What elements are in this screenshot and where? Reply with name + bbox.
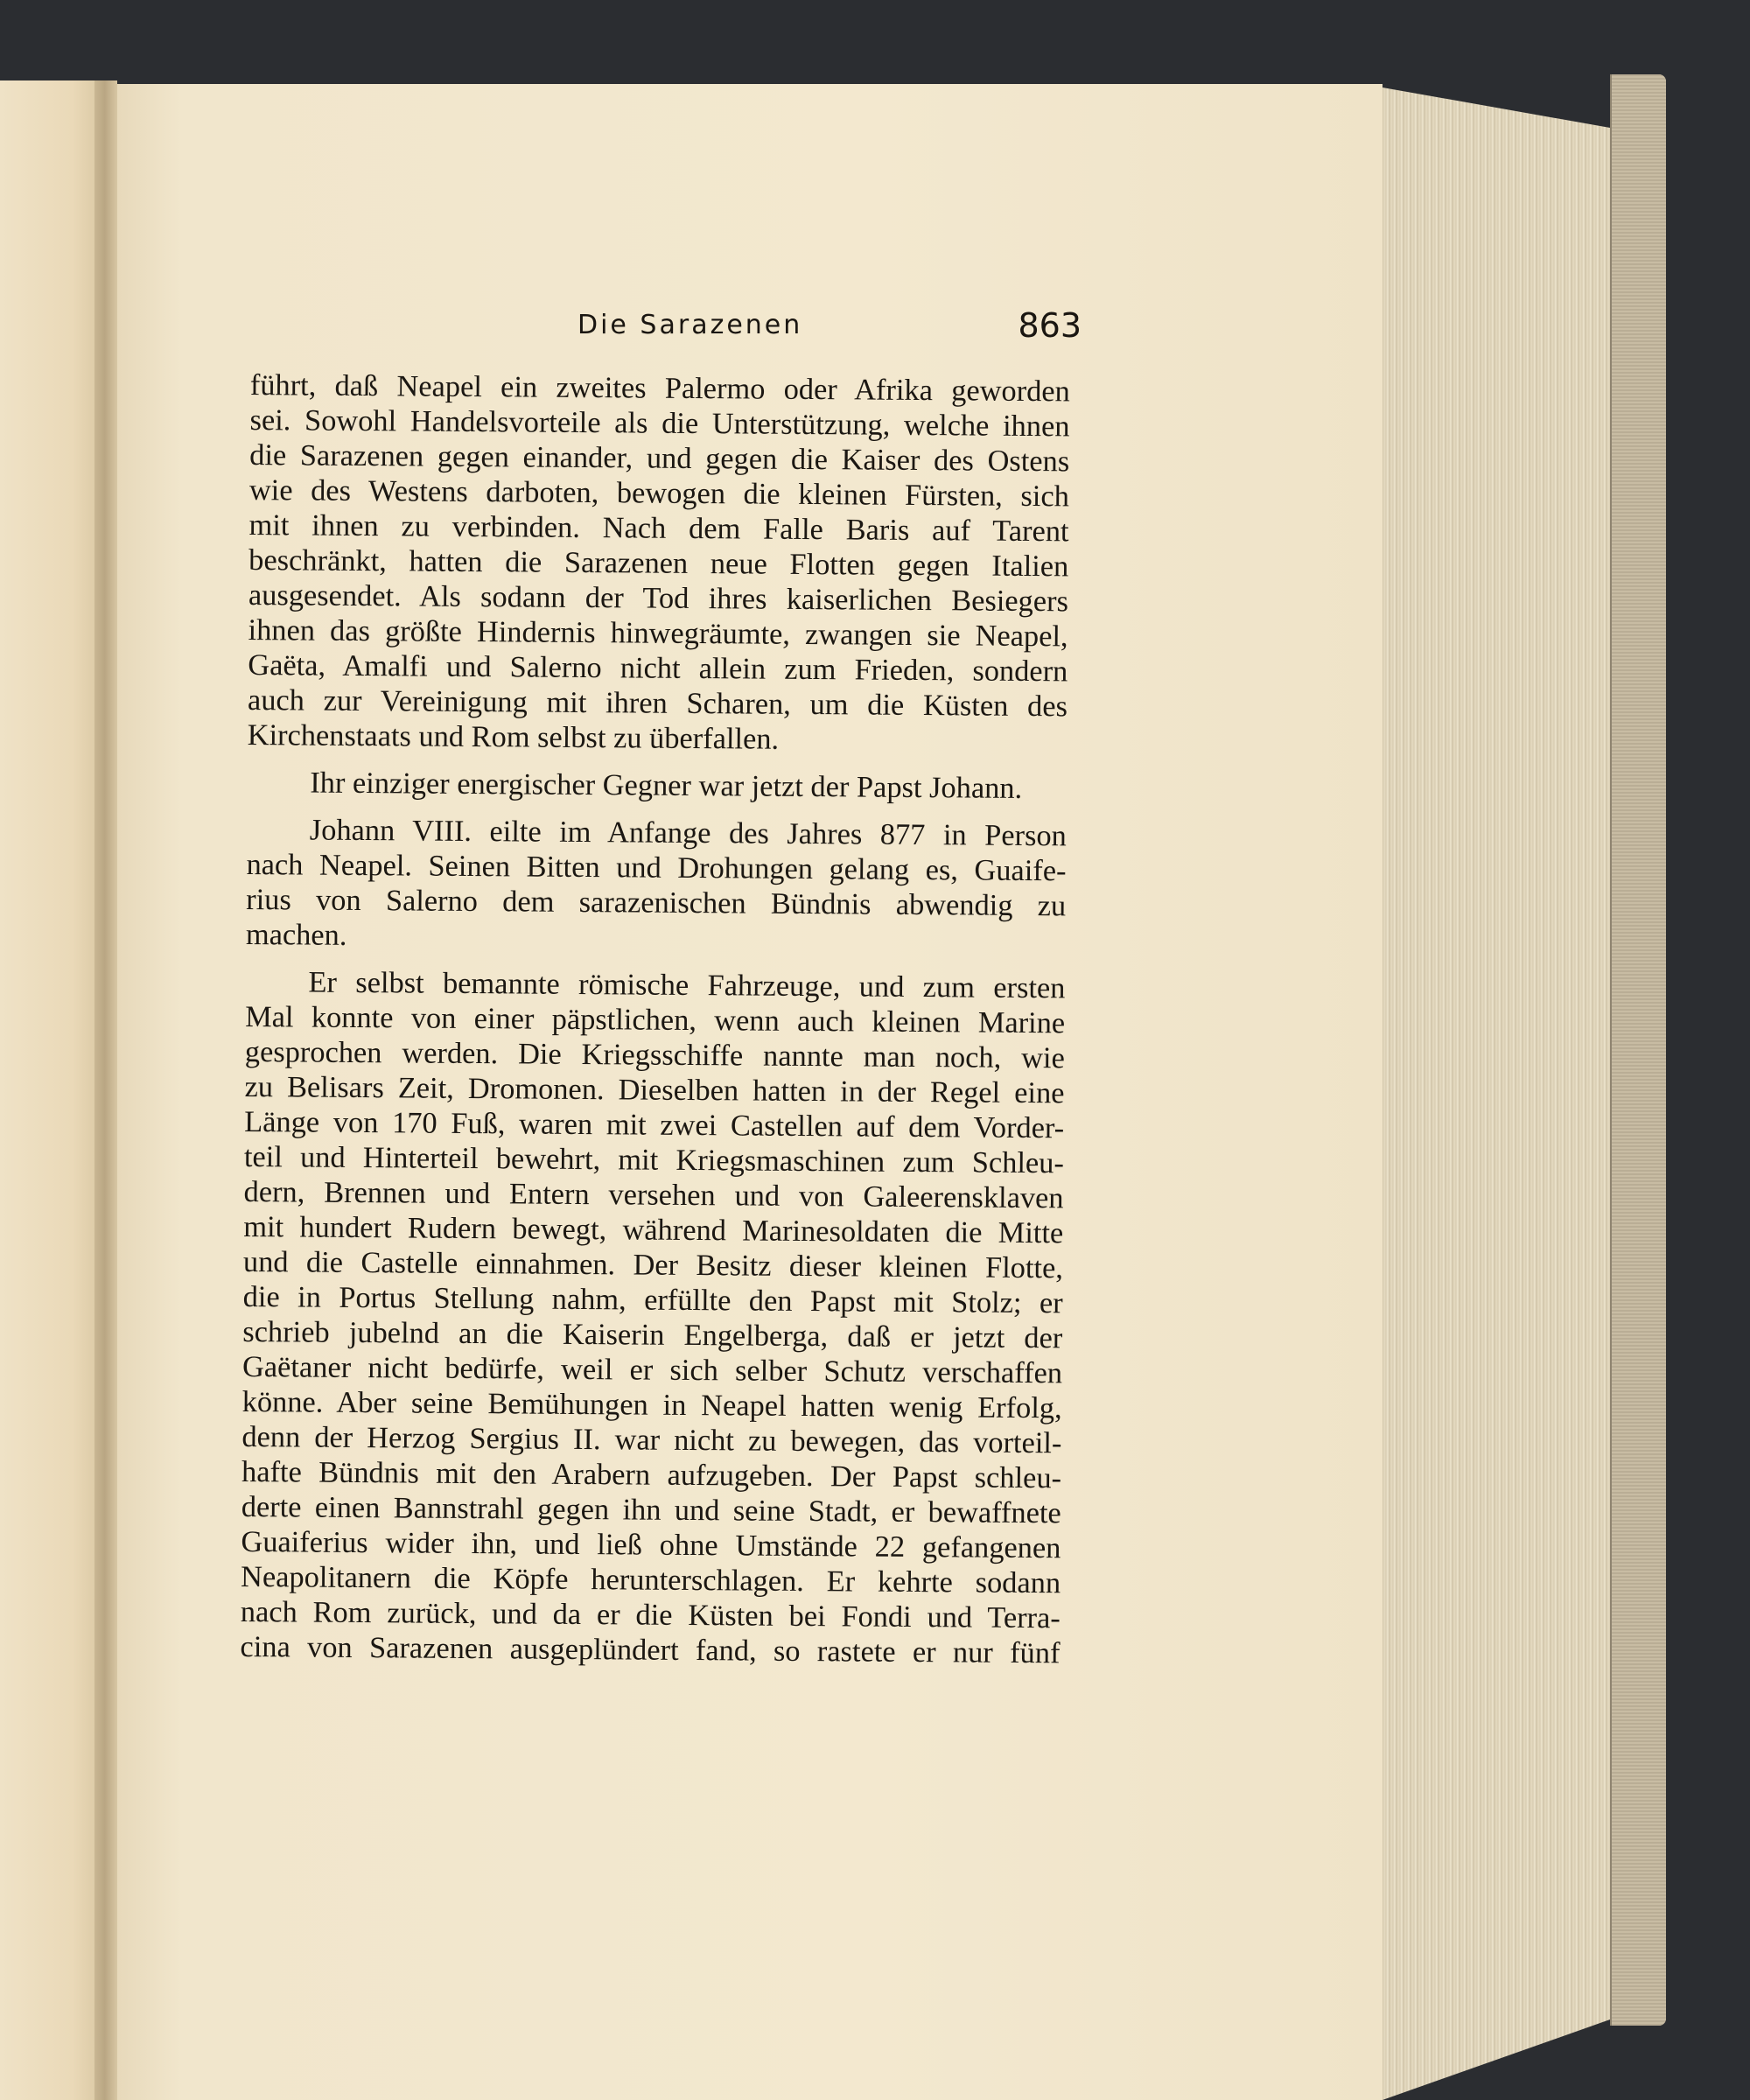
paragraph-4 <box>240 964 1065 1670</box>
text-line: Ihr einziger energischer Gegner war jetzt der Papst Johann. <box>310 766 1023 805</box>
text-line: ausgesendet. Als sodann der Tod ihres kaiserlichen Besiegers <box>248 578 1069 619</box>
body-text <box>240 368 1070 1670</box>
text-line: schrieb jubelnd an die Kaiserin Engelberga, daß er jetzt der <box>242 1314 1063 1355</box>
text-line: zu Belisars Zeit, Dromonen. Dieselben hatten in der Regel eine <box>244 1069 1065 1110</box>
paragraph-2 <box>247 765 1067 806</box>
paragraph-1 <box>248 368 1070 759</box>
text-line: derte einen Bannstrahl gegen ihn und seine Stadt, er bewaffnete <box>241 1489 1061 1530</box>
text-line: nach Neapel. Seinen Bitten und Drohungen gelang es, Guaife- <box>246 847 1067 888</box>
text-line: Neapolitanern die Köpfe herunterschlagen. Er kehrte sodann <box>240 1559 1061 1600</box>
text-line: auch zur Vereinigung mit ihren Scharen, um die Küsten des <box>247 682 1068 724</box>
text-line: ihnen das größte Hindernis hinwegräumte, zwangen sie Neapel, <box>248 612 1068 654</box>
text-line: wie des Westens darboten, bewogen die kleinen Fürsten, sich <box>248 472 1070 514</box>
text-line: beschränkt, hatten die Sarazenen neue Flotten gegen Italien <box>248 542 1069 584</box>
text-line: Er selbst bemannte römische Fahrzeuge, und zum ersten <box>308 965 1066 1005</box>
page-number: 863 <box>1018 306 1082 345</box>
text-line: mit hundert Rudern bewegt, während Marinesoldaten die Mitte <box>243 1209 1064 1250</box>
text-line: die in Portus Stellung nahm, erfüllte den Papst mit Stolz; er <box>242 1279 1063 1320</box>
text-line: Länge von 170 Fuß, waren mit zwei Castellen auf dem Vorder- <box>244 1104 1065 1145</box>
text-line: cina von Sarazenen ausgeplündert fand, so rastete er nur fünf <box>240 1629 1060 1670</box>
text-line: und die Castelle einnahmen. Der Besitz dieser kleinen Flotte, <box>242 1244 1064 1285</box>
text-line: Kirchenstaats und Rom selbst zu überfallen. <box>247 718 780 756</box>
book-cover-edge <box>1610 74 1666 2026</box>
text-line: führt, daß Neapel ein zweites Palermo oder Afrika geworden <box>249 368 1070 409</box>
text-line: rius von Salerno dem sarazenischen Bündnis abwendig zu <box>246 882 1067 923</box>
text-line: dern, Brennen und Entern versehen und von Galeerensklaven <box>243 1174 1064 1215</box>
text-line: Johann VIII. eilte im Anfange des Jahres 877 in Person <box>309 813 1067 853</box>
page-header <box>578 306 1082 350</box>
text-line: sei. Sowohl Handelsvorteile als die Unterstützung, welche ihnen <box>249 402 1070 444</box>
text-line: könne. Aber seine Bemühungen in Neapel hatten wenig Erfolg, <box>242 1384 1062 1425</box>
text-line: teil und Hinterteil bewehrt, mit Kriegsmaschinen zum Schleu- <box>243 1139 1065 1180</box>
running-title: Die Sarazenen <box>578 310 803 340</box>
text-line: machen. <box>245 917 347 952</box>
paragraph-3 <box>246 812 1067 958</box>
page-edges <box>1382 88 1610 2100</box>
text-line: Gaëtaner nicht bedürfe, weil er sich selber Schutz verschaffen <box>242 1349 1063 1390</box>
left-page-edge <box>0 80 103 2100</box>
text-line: Mal konnte von einer päpstlichen, wenn auch kleinen Marine <box>245 999 1066 1040</box>
text-line: hafte Bündnis mit den Arabern aufzugeben. Der Papst schleu- <box>241 1454 1062 1495</box>
text-line: nach Rom zurück, und da er die Küsten bei Fondi und Terra- <box>240 1594 1060 1635</box>
book-gutter <box>94 80 117 2100</box>
text-line: die Sarazenen gegen einander, und gegen die Kaiser des Ostens <box>249 438 1070 479</box>
text-line: denn der Herzog Sergius II. war nicht zu bewegen, das vorteil- <box>242 1419 1062 1460</box>
text-line: mit ihnen zu verbinden. Nach dem Falle Baris auf Tarent <box>248 508 1069 549</box>
text-line: Gaëta, Amalfi und Salerno nicht allein zum Frieden, sondern <box>248 648 1068 689</box>
text-line: gesprochen werden. Die Kriegsschiffe nannte man noch, wie <box>244 1034 1065 1075</box>
text-line: Guaiferius wider ihn, und ließ ohne Umstände 22 gefangenen <box>241 1524 1061 1565</box>
